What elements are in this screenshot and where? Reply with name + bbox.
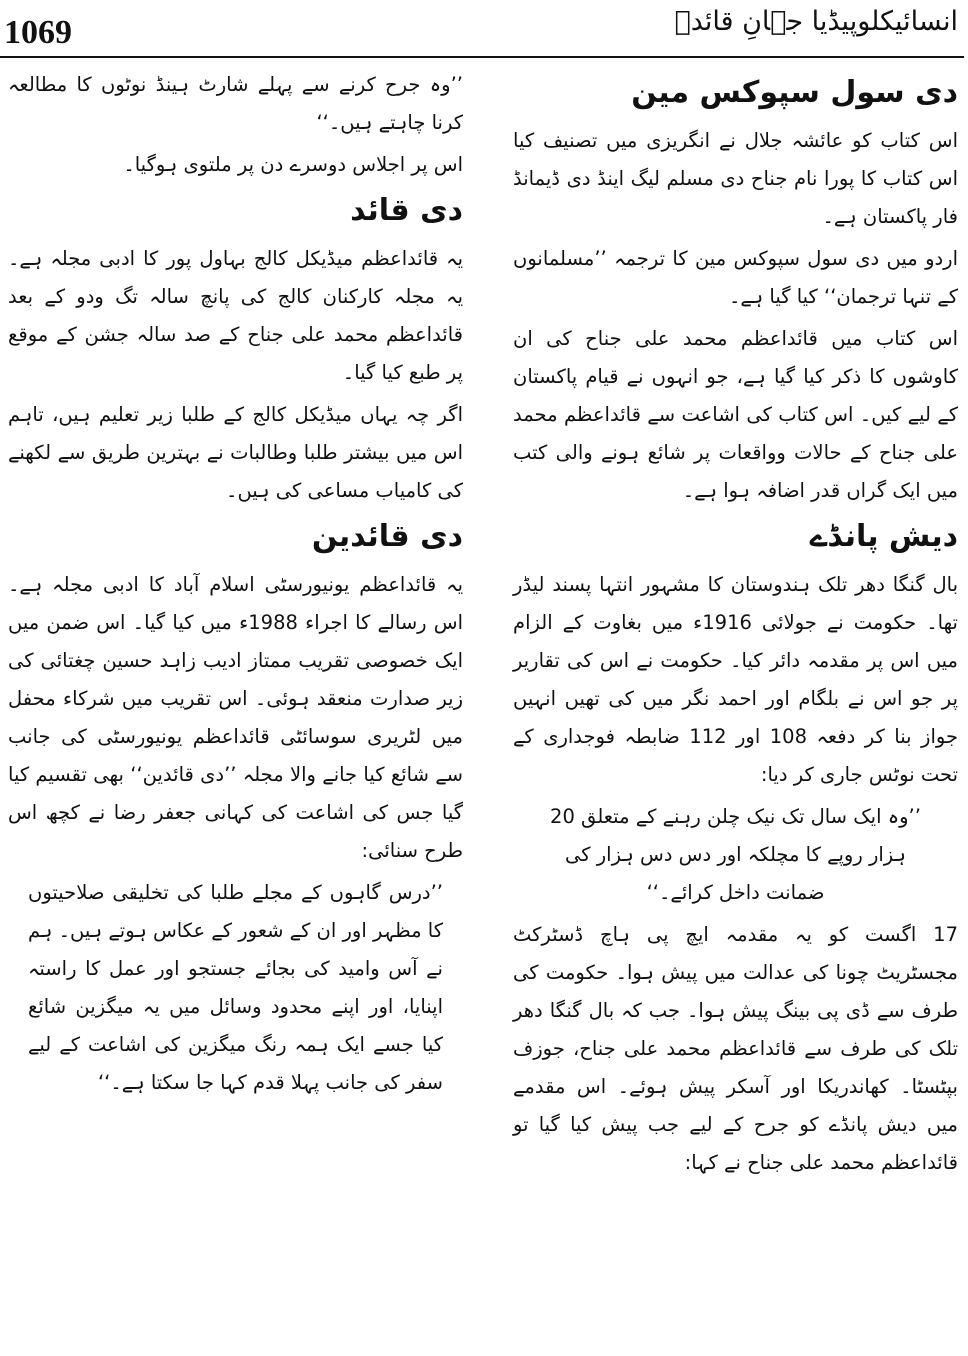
- section-title-deshpande: دیش پانڈے: [809, 519, 958, 554]
- paragraph: اس پر اجلاس دوسرے دن پر ملتوی ہوگیا۔: [123, 153, 463, 176]
- page-number: 1069: [4, 14, 72, 51]
- paragraph: یہ قائداعظم یونیورسٹی اسلام آباد کا ادبی مجلہ ہے۔ اس رسالے کا اجراء 1988ء میں کیا گیا۔ اس ضمن میں ایک خصوصی تقریب ممتاز ادیب زاہد حسین چغتائی کی زیر صدارت منعقد ہوئی۔ اس تقریب میں شرکاء محفل میں لٹریری سوسائٹی قائداعظم یونیورسٹی کی جانب سے شائع کیا جانے والا مجلہ ’’دی قائدین‘‘ بھی تقسیم کیا گیا جس کی اشاعت کی کہانی جعفر رضا نے کچھ اس طرح سنائی:: [8, 573, 464, 862]
- paragraph: اردو میں دی سول سپوکس مین کا ترجمہ ’’مسلمانوں کے تنہا ترجمان‘‘ کیا گیا ہے۔: [513, 247, 958, 308]
- paragraph: اس کتاب کو عائشہ جلال نے انگریزی میں تصنیف کیا اس کتاب کا پورا نام جناح دی مسلم لیگ اینڈ دی ڈیمانڈ فار پاکستان ہے۔: [513, 129, 958, 228]
- block-quote: ’’درس گاہوں کے مجلے طلبا کی تخلیقی صلاحیتوں کا مظہر اور ان کے شعور کے عکاس ہوتے ہیں۔ ہم نے آس وامید کی بجائے جستجو اور عمل کا راستہ اپنایا، اور اپنے محدود وسائل میں یہ میگزین شائع کیا جسے ایک ہمہ رنگ میگزین کی اشاعت کے لیے سفر کی جانب پہلا قدم کہا جا سکتا ہے۔‘‘: [28, 881, 443, 1094]
- block-quote: ’’وہ ایک سال تک نیک چلن رہنے کے متعلق 20 ہزار روپے کا مچلکہ اور دس دس ہزار کی ضمانت داخل کرائے۔‘‘: [550, 805, 921, 904]
- paragraph: 17 اگست کو یہ مقدمہ ایچ پی ہاچ ڈسٹرکٹ مجسٹریٹ چونا کی عدالت میں پیش ہوا۔ حکومت کی طرف سے ڈی پی بینگ پیش ہوا۔ جب کہ بال گنگا دھر تلک کی طرف سے قائداعظم محمد علی جناح، جوزف بپٹسٹا۔ کھاندریکا اور آسکر پیش ہوئے۔ اس مقدمے میں دیش پانڈے کو جرح کے لیے جب پیش کیا گیا تو قائداعظم محمد علی جناح نے کہا:: [513, 923, 958, 1174]
- block-quote: ’’وہ جرح کرنے سے پہلے شارٹ ہینڈ نوٹوں کا مطالعہ کرنا چاہتے ہیں۔‘‘: [8, 73, 463, 134]
- paragraph: اگر چہ یہاں میڈیکل کالج کے طلبا زیر تعلیم ہیں، تاہم اس میں بیشتر طلبا وطالبات نے بہترین طریق سے لکھنے کی کامیاب مساعی کی ہیں۔: [8, 403, 463, 502]
- header-rule: [0, 56, 964, 58]
- section-title-civil-spokesman: دی سول سپوکس مین: [631, 75, 958, 110]
- paragraph: یہ قائداعظم میڈیکل کالج بہاول پور کا ادبی مجلہ ہے۔ یہ مجلہ کارکنان کالج کی پانچ سالہ تگ ودو کے بعد قائداعظم محمد علی جناح کے صد سالہ جشن کے موقع پر طبع کیا گیا۔: [8, 247, 463, 384]
- section-title-the-quaideen: دی قائدین: [311, 519, 463, 554]
- paragraph: اس کتاب میں قائداعظم محمد علی جناح کی ان کاوشوں کا ذکر کیا گیا ہے، جو انہوں نے قیام پاکستان کے لیے کیں۔ اس کتاب کی اشاعت سے قائداعظم محمد علی جناح کے حالات وواقعات پر شائع ہونے والی کتب میں ایک گراں قدر اضافہ ہوا ہے۔: [513, 327, 958, 502]
- right-column: [513, 66, 958, 1186]
- paragraph: بال گنگا دھر تلک ہندوستان کا مشہور انتہا پسند لیڈر تھا۔ حکومت نے جولائی 1916ء میں بغاوت کے الزام میں اس پر مقدمہ دائر کیا۔ حکومت نے اس کی تقاریر پر جو اس نے بلگام اور احمد نگر میں کی تھیں انہیں جواز بنا کر دفعہ 108 اور 112 ضابطہ فوجداری کے تحت نوٹس جاری کر دیا:: [513, 573, 959, 786]
- running-title: انسائیکلوپیڈیا جہانِ قائدؒ: [674, 6, 958, 37]
- section-title-the-quaid: دی قائد: [350, 193, 463, 228]
- left-column: [8, 66, 463, 1106]
